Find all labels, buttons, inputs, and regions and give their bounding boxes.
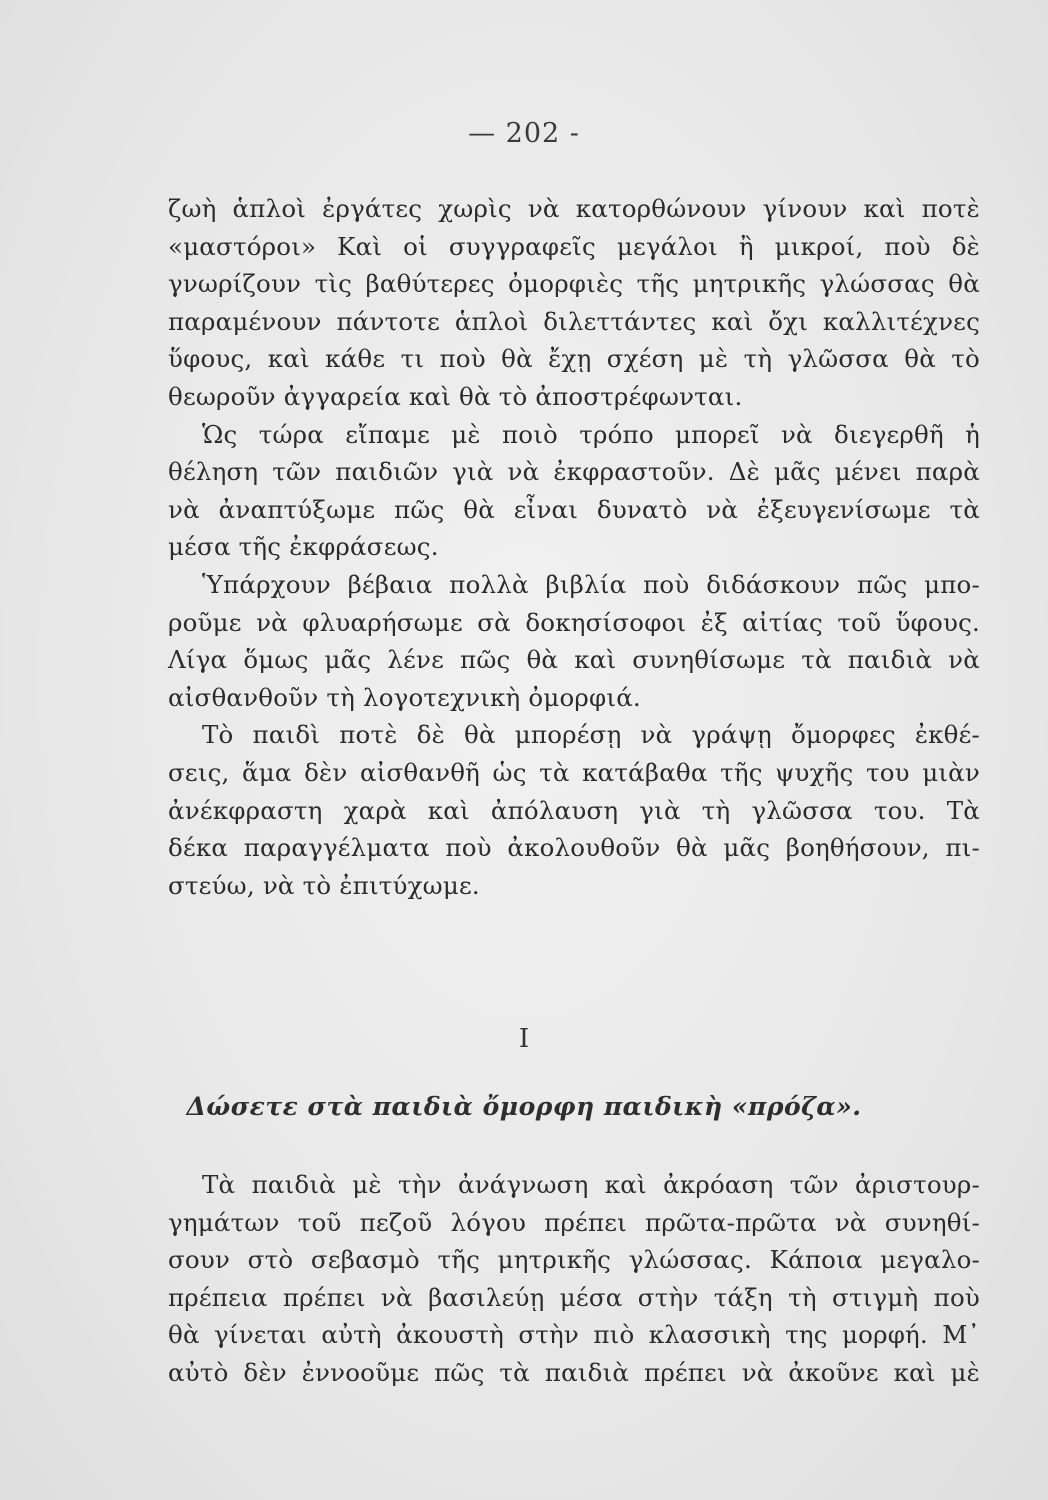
text-line: γνωρίζουν τὶς βαθύτερες ὀμορφιὲς τῆς μητρικῆς γλώσσας θὰ xyxy=(168,269,980,299)
text-line: θὰ γίνεται αὐτὴ ἀκουστὴ στὴν πιὸ κλασσικὴ της μορφή. Μ᾽ xyxy=(168,1320,980,1350)
text-line: αὐτὸ δὲν ἐννοοῦμε πῶς τὰ παιδιὰ πρέπει νὰ ἀκοῦνε καὶ μὲ xyxy=(168,1357,980,1387)
text-line: θέληση τῶν παιδιῶν γιὰ νὰ ἐκφραστοῦν. Δὲ μᾶς μένει παρὰ xyxy=(168,457,980,487)
section-numeral: I xyxy=(518,1024,530,1054)
text-line: Ὑπάρχουν βέβαια πολλὰ βιβλία ποὺ διδάσκουν πῶς μπο- xyxy=(202,569,980,599)
text-line: γημάτων τοῦ πεζοῦ λόγου πρέπει πρῶτα-πρῶτα νὰ συνηθί- xyxy=(168,1207,980,1237)
text-line: δέκα παραγγέλματα ποὺ ἀκολουθοῦν θὰ μᾶς βοηθήσουν, πι- xyxy=(168,833,980,863)
text-line: ζωὴ ἁπλοὶ ἐργάτες χωρὶς νὰ κατορθώνουν γίνουν καὶ ποτὲ xyxy=(168,194,980,223)
text-line: «μαστόροι» Καὶ οἱ συγγραφεῖς μεγάλοι ἢ μικροί, ποὺ δὲ xyxy=(168,231,980,261)
page-number: — 202 - xyxy=(468,118,580,149)
text-line: Λίγα ὅμως μᾶς λένε πῶς θὰ καὶ συνηθίσωμε τὰ παιδιὰ νὰ xyxy=(168,645,980,675)
text-line: νὰ ἀναπτύξωμε πῶς θὰ εἶναι δυνατὸ νὰ ἐξευγενίσωμε τὰ xyxy=(168,494,980,524)
text-line: θεωροῦν ἀγγαρεία καὶ θὰ τὸ ἀποστρέφωνται. xyxy=(168,381,743,411)
text-line: παραμένουν πάντοτε ἁπλοὶ διλεττάντες καὶ ὄχι καλλιτέχνες xyxy=(168,306,980,336)
text-line: αἰσθανθοῦν τὴ λογοτεχνικὴ ὀμορφιά. xyxy=(168,682,641,712)
section-heading: Δώσετε στὰ παιδιὰ ὄμορφη παιδικὴ «πρόζα». xyxy=(186,1092,862,1121)
text-line: στεύω, νὰ τὸ ἐπιτύχωμε. xyxy=(168,870,480,900)
text-line: ροῦμε νὰ φλυαρήσωμε σὰ δοκησίσοφοι ἐξ αἰτίας τοῦ ὕφους. xyxy=(168,607,980,637)
text-line: Τὸ παιδὶ ποτὲ δὲ θὰ μπορέσῃ νὰ γράψῃ ὄμορφες ἐκθέ- xyxy=(202,720,980,750)
text-line: ἀνέκφραστη χαρὰ καὶ ἀπόλαυση γιὰ τὴ γλῶσσα του. Τὰ xyxy=(168,795,980,825)
text-line: σουν στὸ σεβασμὸ τῆς μητρικῆς γλώσσας. Κάποια μεγαλο- xyxy=(168,1245,980,1275)
body-text-lower xyxy=(168,1166,980,1392)
text-line: σεις, ἅμα δὲν αἰσθανθῆ ὡς τὰ κατάβαθα τῆς ψυχῆς του μιὰν xyxy=(168,757,980,787)
text-line: ὕφους, καὶ κάθε τι ποὺ θὰ ἔχῃ σχέση μὲ τὴ γλῶσσα θὰ τὸ xyxy=(168,344,980,374)
text-line: Τὰ παιδιὰ μὲ τὴν ἀνάγνωση καὶ ἀκρόαση τῶν ἀριστουρ- xyxy=(202,1170,980,1199)
text-line: μέσα τῆς ἐκφράσεως. xyxy=(168,532,439,562)
text-line: πρέπεια πρέπει νὰ βασιλεύῃ μέσα στὴν τάξη τὴ στιγμὴ ποὺ xyxy=(168,1282,980,1312)
body-text-upper xyxy=(168,190,980,904)
text-line: Ὡς τώρα εἴπαμε μὲ ποιὸ τρόπο μπορεῖ νὰ διεγερθῆ ἡ xyxy=(202,419,980,449)
